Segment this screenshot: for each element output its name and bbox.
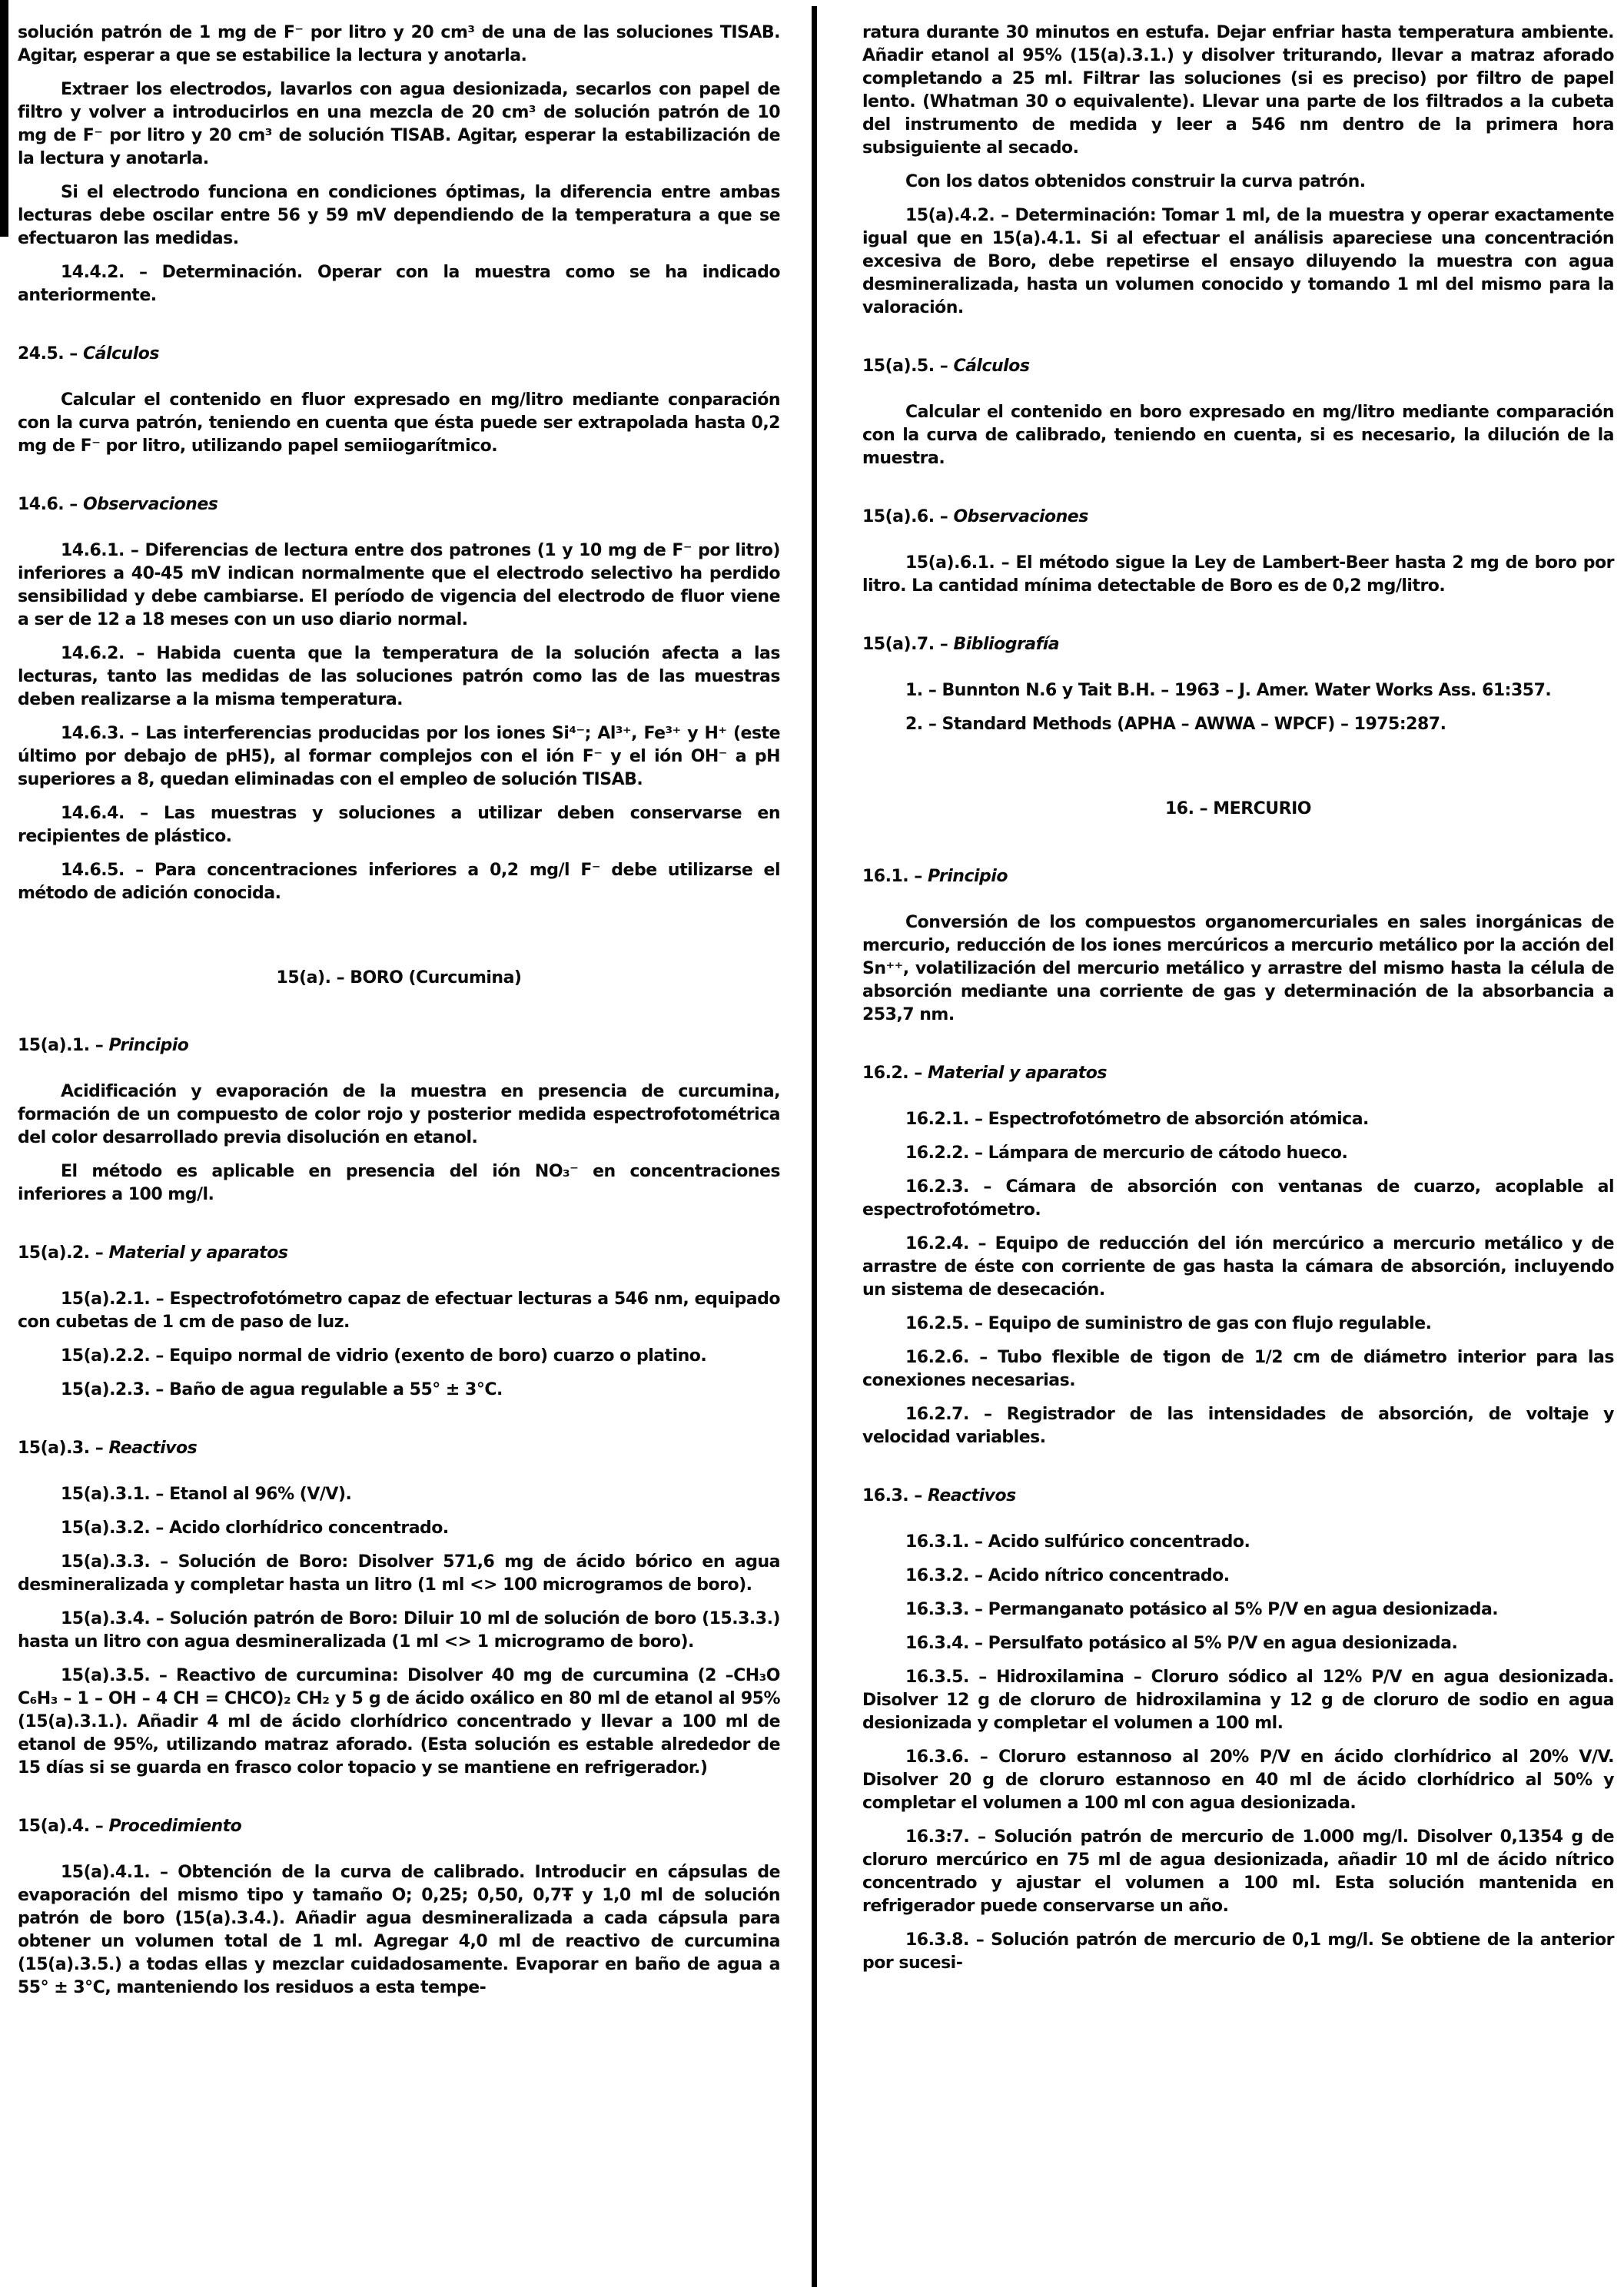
section-heading	[18, 343, 780, 366]
section-heading	[862, 1062, 1614, 1085]
heading-number: 24.5. –	[18, 344, 78, 363]
paragraph: 15(a).6.1. – El método sigue la Ley de Lambert-Beer hasta 2 mg de boro por litro. La cantidad mínima detectable de Boro es de 0,2 mg/litro.	[862, 553, 1614, 596]
paragraph: 16.3.2. – Acido nítrico concentrado.	[905, 1566, 1230, 1585]
paragraph: 14.6.5. – Para concentraciones inferiores a 0,2 mg/l F⁻ debe utilizarse el método de adición conocida.	[18, 861, 780, 903]
heading-number: 15(a).3. –	[18, 1439, 104, 1458]
paragraph: 15(a).3.2. – Acido clorhídrico concentrado.	[61, 1519, 449, 1538]
heading-title: Procedimiento	[108, 1817, 242, 1836]
paragraph: 15(a).3.5. – Reactivo de curcumina: Disolver 40 mg de curcumina (2 –CH₃O C₆H₃ – 1 – OH – 4 CH = CHCO)₂ CH₂ y 5 g de ácido oxálico en 80 ml de etanol al 95% (15(a).3.1.). Añadir 4 ml de ácido clorhídrico concentrado y llevar a 100 ml de etanol de 95%, utilizando matraz aforado. (Esta solución es estable alrededor de 15 días si se guarda en frasco color topacio y se mantiene en refrigerador.)	[18, 1666, 780, 1777]
heading-title: Reactivos	[108, 1439, 198, 1458]
section-heading	[18, 1815, 780, 1838]
heading-title: Cálculos	[82, 344, 159, 363]
heading-title: Material y aparatos	[108, 1243, 288, 1263]
heading-number: 15(a).1. –	[18, 1036, 104, 1055]
paragraph: Acidificación y evaporación de la muestra en presencia de curcumina, formación de un compuesto de color rojo y posterior medida espectrofotométrica del color desarrollado previa disolución en etanol.	[18, 1082, 780, 1147]
heading-number: 16.3. –	[862, 1486, 922, 1505]
heading-number: 16.1. –	[862, 867, 922, 886]
paragraph: 16.3.1. – Acido sulfúrico concentrado.	[905, 1532, 1250, 1552]
paragraph: 15(a).2.3. – Baño de agua regulable a 55° ± 3°C.	[61, 1380, 503, 1399]
paragraph: Si el electrodo funciona en condiciones óptimas, la diferencia entre ambas lecturas debe oscilar entre 56 y 59 mV dependiendo de la temperatura a que se efectuaron las medidas.	[18, 183, 780, 248]
heading-title: Bibliografía	[953, 635, 1060, 654]
paragraph: 16.3:7. – Solución patrón de mercurio de 1.000 mg/l. Disolver 0,1354 g de cloruro mercúrico en 75 ml de agua desionizada, añadir 10 ml de ácido nítrico concentrado y ajustar el volumen a 100 ml. Esta solución mantenida en refrigerador puede conservarse un año.	[862, 1827, 1614, 1916]
section-heading	[862, 865, 1614, 888]
paragraph: Con los datos obtenidos construir la curva patrón.	[905, 172, 1366, 191]
paragraph: 16.2.4. – Equipo de reducción del ión mercúrico a mercurio metálico y de arrastre de éste con corriente de gas hasta la cámara de absorción, incluyendo un sistema de desecación.	[862, 1234, 1614, 1300]
paragraph: 15(a).4.1. – Obtención de la curva de calibrado. Introducir en cápsulas de evaporación del mismo tipo y tamaño O; 0,25; 0,50, 0,7Ŧ y 1,0 ml de solución patrón de boro (15(a).3.4.). Añadir agua desmineralizada a cada cápsula para obtener un volumen total de 1 ml. Agregar 4,0 ml de reactivo de curcumina (15(a).3.5.) a todas ellas y mezclar cuidadosamente. Evaporar en baño de agua a 55° ± 3°C, manteniendo los residuos a esta tempe-	[18, 1863, 780, 1997]
heading-number: 16.2. –	[862, 1064, 922, 1083]
paragraph: 16.3.4. – Persulfato potásico al 5% P/V en agua desionizada.	[905, 1634, 1458, 1653]
heading-number: 15(a).5. –	[862, 357, 948, 376]
heading-title: Observaciones	[82, 495, 218, 514]
heading-number: 15(a).6. –	[862, 507, 948, 526]
paragraph: 14.4.2. – Determinación. Operar con la muestra como se ha indicado anteriormente.	[18, 263, 780, 305]
paragraph: 16.2.5. – Equipo de suministro de gas con flujo regulable.	[905, 1314, 1432, 1333]
paragraph: 15(a).2.1. – Espectrofotómetro capaz de efectuar lecturas a 546 nm, equipado con cubetas de 1 cm de paso de luz.	[18, 1290, 780, 1332]
paragraph: 16.3.5. – Hidroxilamina – Cloruro sódico al 12% P/V en agua desionizada. Disolver 12 g de cloruro de hidroxilamina y 12 g de cloruro de sodio en agua desionizada y completar el volumen a 100 ml.	[862, 1668, 1614, 1733]
heading-title: Material y aparatos	[927, 1064, 1107, 1083]
paragraph: 14.6.3. – Las interferencias producidas por los iones Si⁴⁻; Al³⁺, Fe³⁺ y H⁺ (este último por debajo de pH5), al formar complejos con el ión F⁻ y el ión OH⁻ a pH superiores a 8, quedan eliminadas con el empleo de solución TISAB.	[18, 724, 780, 789]
scan-artifact-bar	[0, 0, 8, 237]
paragraph: 2. – Standard Methods (APHA – AWWA – WPCF) – 1975:287.	[905, 715, 1446, 734]
section-heading	[862, 355, 1614, 378]
section-heading	[862, 1485, 1614, 1508]
column-right	[862, 0, 1614, 1986]
paragraph: 16.2.7. – Registrador de las intensidades de absorción, de voltaje y velocidad variables.	[862, 1405, 1614, 1447]
paragraph: 15(a).3.1. – Etanol al 96% (V/V).	[61, 1485, 352, 1504]
paragraph: 14.6.4. – Las muestras y soluciones a utilizar deben conservarse en recipientes de plástico.	[18, 804, 780, 846]
heading-title: Principio	[108, 1036, 189, 1055]
paragraph: Extraer los electrodos, lavarlos con agua desionizada, secarlos con papel de filtro y volver a introducirlos en una mezcla de 20 cm³ de solución patrón de 10 mg de F⁻ por litro y 20 cm³ de solución TISAB. Agitar, esperar la estabilización de la lectura y anotarla.	[18, 80, 780, 168]
section-heading	[862, 633, 1614, 656]
heading-title: Reactivos	[927, 1486, 1016, 1505]
paragraph: 15(a).2.2. – Equipo normal de vidrio (exento de boro) cuarzo o platino.	[61, 1346, 707, 1366]
paragraph: 14.6.2. – Habida cuenta que la temperatura de la solución afecta a las lecturas, tanto las medidas de las soluciones patrón como las de las muestras deben realizarse a la misma temperatura.	[18, 644, 780, 709]
section-heading	[18, 1034, 780, 1057]
column-divider	[812, 6, 817, 2287]
paragraph: 16.3.6. – Cloruro estannoso al 20% P/V en ácido clorhídrico al 20% V/V. Disolver 20 g de cloruro estannoso en 40 ml de ácido clorhídrico al 50% y completar el volumen a 100 ml con agua desionizada.	[862, 1748, 1614, 1813]
heading-title: Principio	[927, 867, 1008, 886]
column-left	[18, 0, 780, 2010]
heading-number: 15(a).4. –	[18, 1817, 104, 1836]
paragraph: Calcular el contenido en fluor expresado en mg/litro mediante conparación con la curva patrón, teniendo en cuenta que ésta puede ser extrapolada hasta 0,2 mg de F⁻ por litro, utilizando papel semiiogarítmico.	[18, 390, 780, 456]
paragraph: 14.6.1. – Diferencias de lectura entre dos patrones (1 y 10 mg de F⁻ por litro) inferiores a 40-45 mV indican normalmente que el electrodo selectivo ha perdido sensibilidad y debe cambiarse. El período de vigencia del electrodo de fluor viene a ser de 12 a 18 meses con un uso diario normal.	[18, 541, 780, 629]
heading-number: 15(a).2. –	[18, 1243, 104, 1263]
section-heading	[18, 1437, 780, 1460]
heading-title: Observaciones	[953, 507, 1088, 526]
chapter-heading: 15(a). – BORO (Curcumina)	[276, 968, 522, 987]
chapter-heading: 16. – MERCURIO	[1165, 799, 1311, 818]
paragraph: 16.2.6. – Tubo flexible de tigon de 1/2 cm de diámetro interior para las conexiones necesarias.	[862, 1348, 1614, 1390]
paragraph: 16.2.3. – Cámara de absorción con ventanas de cuarzo, acoplable al espectrofotómetro.	[862, 1177, 1614, 1220]
paragraph: Conversión de los compuestos organomercuriales en sales inorgánicas de mercurio, reducción de los iones mercúricos a mercurio metálico por la acción del Sn⁺⁺, volatilización del mercurio metálico y arrastre del mismo hasta la célula de absorción mediante una corriente de gas y determinación de la absorbancia a 253,7 nm.	[862, 913, 1614, 1024]
section-heading	[18, 1242, 780, 1265]
heading-number: 14.6. –	[18, 495, 78, 514]
paragraph: El método es aplicable en presencia del ión NO₃⁻ en concentraciones inferiores a 100 mg/l.	[18, 1162, 780, 1204]
paragraph: 15(a).3.4. – Solución patrón de Boro: Diluir 10 ml de solución de boro (15.3.3.) hasta un litro con agua desmineralizada (1 ml <> 1 microgramo de boro).	[18, 1609, 780, 1651]
paragraph: 16.3.3. – Permanganato potásico al 5% P/V en agua desionizada.	[905, 1600, 1499, 1619]
paragraph: 15(a).4.2. – Determinación: Tomar 1 ml, de la muestra y operar exactamente igual que en 15(a).4.1. Si al efectuar el análisis apareciese una concentración excesiva de Boro, debe repetirse el ensayo diluyendo la muestra con agua desmineralizada, hasta un volumen conocido y tomando 1 ml del mismo para la valoración.	[862, 206, 1614, 317]
paragraph: 15(a).3.3. – Solución de Boro: Disolver 571,6 mg de ácido bórico en agua desmineralizada y completar hasta un litro (1 ml <> 100 microgramos de boro).	[18, 1552, 780, 1595]
paragraph: 16.2.1. – Espectrofotómetro de absorción atómica.	[905, 1110, 1369, 1129]
paragraph: 1. – Bunnton N.6 y Tait B.H. – 1963 – J. Amer. Water Works Ass. 61:357.	[905, 681, 1552, 700]
paragraph: Calcular el contenido en boro expresado en mg/litro mediante comparación con la curva de calibrado, teniendo en cuenta, si es necesario, la dilución de la muestra.	[862, 403, 1614, 468]
paragraph: solución patrón de 1 mg de F⁻ por litro y 20 cm³ de una de las soluciones TISAB. Agitar, esperar a que se estabilice la lectura y anotarla.	[18, 23, 780, 65]
section-heading	[18, 493, 780, 516]
section-heading	[862, 506, 1614, 529]
heading-title: Cálculos	[953, 357, 1030, 376]
paragraph: 16.2.2. – Lámpara de mercurio de cátodo hueco.	[905, 1144, 1348, 1163]
paragraph: ratura durante 30 minutos en estufa. Dejar enfriar hasta temperatura ambiente. Añadir etanol al 95% (15(a).3.1.) y disolver triturando, llevar a matraz aforado completando a 25 ml. Filtrar las soluciones (si es preciso) por filtro de papel lento. (Whatman 30 o equivalente). Llevar una parte de los filtrados a la cubeta del instrumento de medida y leer a 546 nm dentro de la primera hora subsiguiente al secado.	[862, 23, 1614, 158]
heading-number: 15(a).7. –	[862, 635, 948, 654]
paragraph: 16.3.8. – Solución patrón de mercurio de 0,1 mg/l. Se obtiene de la anterior por sucesi-	[862, 1930, 1614, 1973]
